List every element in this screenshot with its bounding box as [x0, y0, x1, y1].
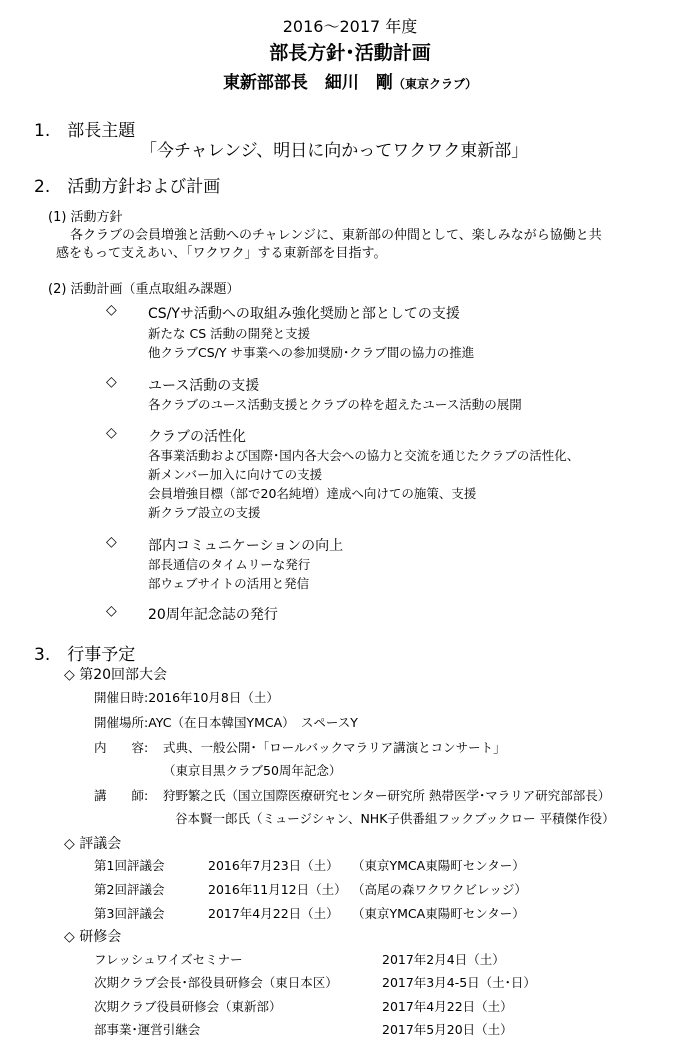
plan-heading: (2) 活動計画（重点取組み課題）	[48, 282, 240, 297]
policy-text-line-1: 各クラブの会員増強と活動へのチャレンジに、東新部の仲間として、楽しみながら協働と共	[70, 228, 602, 243]
council-name: 第1回評議会	[94, 858, 165, 873]
plan-item-detail: 会員増強目標（部で20名純増）達成へ向けての施策、支援	[148, 486, 477, 501]
diamond-bullet-icon: ◇	[106, 425, 117, 441]
conference-speaker-2: 谷本賢一郎氏（ミュージシャン、NHK子供番組フックブックロー 平積傑作役）	[175, 811, 615, 826]
policy-heading: (1) 活動方針	[48, 210, 123, 225]
training-date: 2017年4月22日（土）	[382, 999, 513, 1014]
training-name: フレッシュワイズセミナー	[94, 952, 243, 967]
training-name: 次期クラブ役員研修会（東新部）	[94, 999, 282, 1014]
plan-item-detail: 新たな CS 活動の開発と支援	[148, 326, 311, 341]
council-place: （東京YMCA東陽町センター）	[352, 858, 525, 873]
plan-item-detail: 各事業活動および国際･国内各大会への協力と交流を通じたクラブの活性化、	[148, 448, 580, 463]
conference-speaker-1: 狩野繁之氏（国立国際医療研究センター研究所 熱帯医学･マラリア研究部部長）	[163, 788, 611, 803]
council-date: 2017年4月22日（土）	[208, 906, 339, 921]
theme-text: 「今チャレンジ、明日に向かってワクワク東新部」	[140, 141, 529, 161]
fiscal-year: 2016～2017 年度	[282, 17, 418, 36]
plan-item-title: 部内コミュニケーションの向上	[148, 538, 344, 554]
diamond-bullet-icon: ◇	[106, 534, 117, 550]
council-name: 第2回評議会	[94, 882, 165, 897]
plan-item-detail: 部ウェブサイトの活用と発信	[148, 576, 310, 591]
training-date: 2017年3月4-5日（土･日）	[382, 975, 536, 990]
plan-item-title: クラブの活性化	[148, 429, 246, 445]
author-line	[0, 68, 700, 93]
training-heading: ◇ 研修会	[64, 929, 122, 945]
plan-item-title: CS/Yサ活動への取組み強化奨励と部としての支援	[148, 306, 460, 322]
page-title: 部長方針･活動計画	[269, 42, 431, 64]
author-name: 東新部部長 細川 剛	[222, 73, 393, 93]
diamond-bullet-icon: ◇	[106, 374, 117, 390]
conference-heading: ◇ 第20回部大会	[64, 667, 168, 683]
conference-content-label: 内 容:	[94, 740, 149, 755]
council-date: 2016年7月23日（土）	[208, 858, 339, 873]
training-date: 2017年2月4日（土）	[382, 952, 505, 967]
section-1-heading: 1. 部長主題	[34, 121, 136, 141]
author-club: （東京クラブ）	[392, 77, 478, 91]
council-name: 第3回評議会	[94, 906, 165, 921]
conference-content: 式典、一般公開･「ロールバックマラリア講演とコンサート」	[163, 740, 506, 755]
diamond-bullet-icon: ◇	[106, 302, 117, 318]
council-heading: ◇ 評議会	[64, 836, 122, 852]
plan-item-detail: 他クラブCS/Y サ事業への参加奨励･クラブ間の協力の推進	[148, 345, 475, 360]
policy-text-line-2: 感をもって支えあい、「ワクワク」する東新部を目指す。	[56, 246, 387, 261]
conference-venue: 開催場所:AYC（在日本韓国YMCA） スペースY	[94, 715, 358, 730]
plan-item-detail: 部長通信のタイムリーな発行	[148, 557, 311, 572]
plan-item-detail: 新クラブ設立の支援	[148, 505, 261, 520]
training-name: 部事業･運営引継会	[94, 1022, 201, 1037]
plan-item-detail: 各クラブのユース活動支援とクラブの枠を超えたユース活動の展開	[148, 397, 522, 412]
plan-item-title: 20周年記念誌の発行	[148, 607, 278, 623]
council-date: 2016年11月12日（土）	[208, 882, 347, 897]
section-3-heading: 3. 行事予定	[34, 645, 136, 665]
conference-date: 開催日時:2016年10月8日（土）	[94, 690, 279, 705]
council-place: （東京YMCA東陽町センター）	[352, 906, 525, 921]
conference-speaker-label: 講 師:	[94, 788, 149, 803]
plan-item-detail: 新メンバー加入に向けての支援	[148, 467, 323, 482]
plan-item-title: ユース活動の支援	[148, 378, 260, 394]
diamond-bullet-icon: ◇	[106, 603, 117, 619]
section-2-heading: 2. 活動方針および計画	[34, 177, 221, 197]
council-place: （高尾の森ワクワクビレッジ）	[352, 882, 527, 897]
conference-content-note: （東京目黒クラブ50周年記念）	[163, 763, 342, 778]
training-date: 2017年5月20日（土）	[382, 1022, 513, 1037]
training-name: 次期クラブ会長･部役員研修会（東日本区）	[94, 975, 338, 990]
